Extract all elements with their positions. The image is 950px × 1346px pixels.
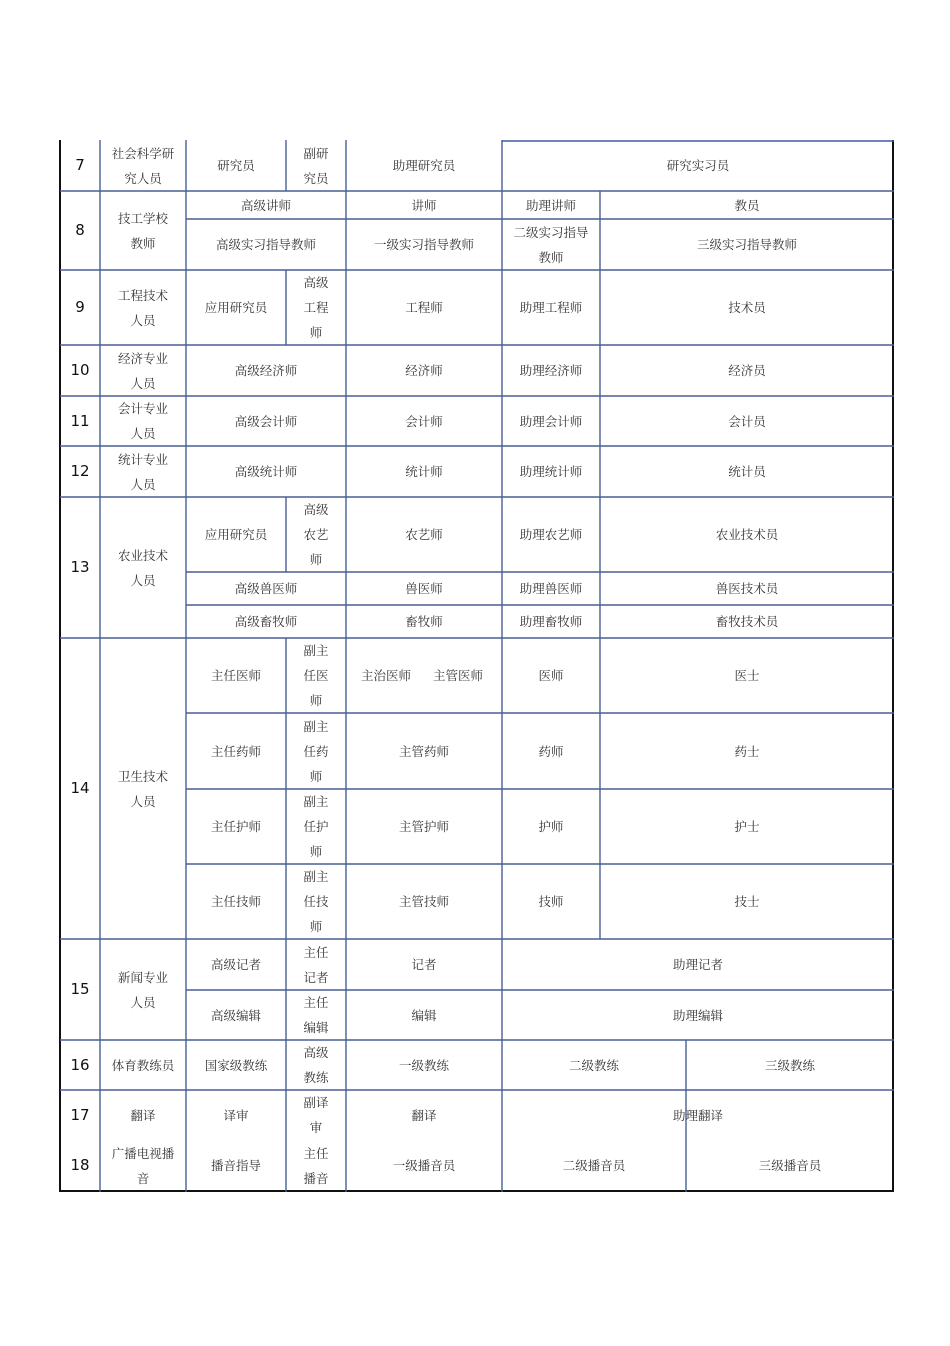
row-category: 统计专业人员 [117, 451, 168, 492]
row-category: 技工学校教师 [117, 210, 168, 251]
title-cell: 助理翻译 [672, 1107, 723, 1123]
title-cell: 会计师 [405, 413, 443, 429]
title-cell: 二级播音员 [562, 1158, 626, 1173]
title-cell: 技术员 [728, 300, 766, 315]
title-cell: 药士 [734, 743, 760, 759]
title-cell: 二级实习指导教师 [513, 224, 589, 265]
row-number: 11 [70, 411, 90, 430]
title-cell: 畜牧技术员 [715, 614, 779, 629]
row-number: 7 [75, 156, 85, 174]
title-cell: 护士 [734, 819, 760, 834]
title-cell: 编辑 [411, 1007, 437, 1023]
title-cell: 高级编辑 [210, 1007, 261, 1023]
title-cell: 一级播音员 [392, 1158, 456, 1173]
title-cell: 译审 [223, 1107, 249, 1123]
title-cell: 高级经济师 [234, 363, 298, 378]
title-cell: 助理农艺师 [519, 527, 583, 542]
title-cell: 助理编辑 [672, 1007, 723, 1023]
title-cell: 高级教练 [303, 1045, 329, 1085]
row-category: 经济专业人员 [117, 350, 168, 391]
title-cell: 医士 [734, 668, 760, 683]
title-cell: 经济师 [405, 363, 443, 378]
title-cell: 兽医技术员 [715, 581, 779, 596]
title-cell: 技师 [538, 894, 564, 909]
row-number: 12 [70, 462, 90, 480]
row-category: 社会科学研究人员 [111, 145, 175, 186]
title-cell: 主管技师 [398, 894, 449, 909]
title-cell: 研究实习员 [666, 158, 730, 173]
title-cell: 工程师 [405, 300, 443, 315]
title-cell: 翻译 [411, 1107, 437, 1123]
title-cell: 统计师 [405, 464, 443, 479]
title-cell: 高级统计师 [234, 464, 298, 479]
row-number: 16 [70, 1055, 90, 1074]
title-cell: 高级会计师 [234, 413, 298, 429]
row-category: 翻译 [130, 1107, 156, 1123]
title-cell: 助理讲师 [525, 197, 576, 213]
title-cell: 主任记者 [303, 944, 329, 985]
title-cell: 经济员 [728, 363, 766, 378]
title-cell: 高级讲师 [240, 197, 291, 213]
title-cell: 主任播音 [303, 1145, 329, 1186]
title-cell: 助理经济师 [519, 363, 583, 378]
title-cell: 副主任护师 [303, 794, 329, 859]
title-cell: 助理研究员 [392, 158, 456, 173]
title-cell: 主任药师 [210, 743, 261, 759]
row-category: 农业技术人员 [117, 547, 168, 588]
title-cell: 技士 [734, 894, 760, 909]
row-category: 工程技术人员 [117, 287, 168, 328]
title-cell: 助理工程师 [519, 300, 583, 315]
title-cell: 主任医师 [210, 668, 261, 683]
row-number: 9 [75, 298, 85, 316]
row-category: 广播电视播音 [111, 1145, 175, 1186]
title-cell: 主治医师 [360, 668, 411, 683]
row-number: 18 [70, 1156, 90, 1174]
title-cell: 高级畜牧师 [234, 614, 298, 629]
title-cell: 高级农艺师 [303, 502, 329, 567]
row-category: 体育教练员 [111, 1057, 175, 1073]
title-cell: 药师 [538, 743, 564, 759]
row-category: 会计专业人员 [117, 401, 168, 441]
title-cell: 主任技师 [210, 894, 261, 909]
title-cell: 兽医师 [405, 581, 443, 596]
title-cell: 主管医师 [432, 668, 483, 683]
title-cell: 农艺师 [405, 527, 443, 542]
title-cell: 主管护师 [398, 819, 449, 834]
title-cell: 主任护师 [210, 819, 261, 834]
title-cell: 应用研究员 [204, 527, 268, 542]
row-number: 17 [70, 1105, 90, 1124]
title-cell: 讲师 [411, 197, 437, 213]
title-cell: 高级工程师 [303, 275, 329, 340]
title-cell: 研究员 [217, 158, 255, 173]
title-cell: 畜牧师 [405, 614, 443, 629]
title-table [60, 140, 894, 1192]
row-category: 卫生技术人员 [117, 768, 168, 809]
title-cell: 一级实习指导教师 [373, 237, 474, 252]
title-cell: 农业技术员 [715, 527, 779, 542]
title-cell: 教员 [734, 197, 760, 213]
row-number: 13 [70, 558, 90, 576]
title-cell: 助理记者 [672, 957, 723, 972]
title-cell: 副译审 [303, 1095, 329, 1135]
title-cell: 三级实习指导教师 [696, 237, 797, 252]
title-cell: 应用研究员 [204, 300, 268, 315]
title-cell: 高级兽医师 [234, 581, 298, 596]
title-cell: 副主任技师 [303, 869, 329, 934]
row-number: 15 [70, 980, 90, 998]
title-cell: 主任编辑 [303, 995, 329, 1035]
title-cell: 助理会计师 [519, 413, 583, 429]
title-cell: 护师 [538, 819, 564, 834]
row-number: 14 [70, 779, 90, 797]
title-cell: 国家级教练 [204, 1057, 268, 1073]
title-cell: 三级播音员 [758, 1158, 822, 1173]
title-cell: 医师 [538, 668, 564, 683]
title-cell: 高级实习指导教师 [215, 237, 316, 252]
row-number: 8 [75, 221, 85, 239]
title-cell: 助理统计师 [519, 464, 583, 479]
title-cell: 副主任医师 [303, 643, 329, 708]
title-cell: 三级教练 [764, 1057, 815, 1073]
title-cell: 记者 [411, 957, 437, 972]
title-cell: 副主任药师 [303, 718, 329, 784]
title-cell: 主管药师 [398, 743, 449, 759]
title-cell: 助理畜牧师 [519, 614, 583, 629]
title-cell: 统计员 [728, 464, 766, 479]
title-cell: 播音指导 [210, 1158, 261, 1173]
title-cell: 会计员 [728, 413, 766, 429]
title-cell: 一级教练 [398, 1057, 449, 1073]
row-number: 10 [70, 361, 90, 379]
title-cell: 副研究员 [303, 145, 329, 186]
row-category: 新闻专业人员 [117, 969, 168, 1010]
title-cell: 助理兽医师 [519, 581, 583, 596]
title-cell: 高级记者 [210, 957, 261, 972]
title-cell: 二级教练 [568, 1057, 619, 1073]
